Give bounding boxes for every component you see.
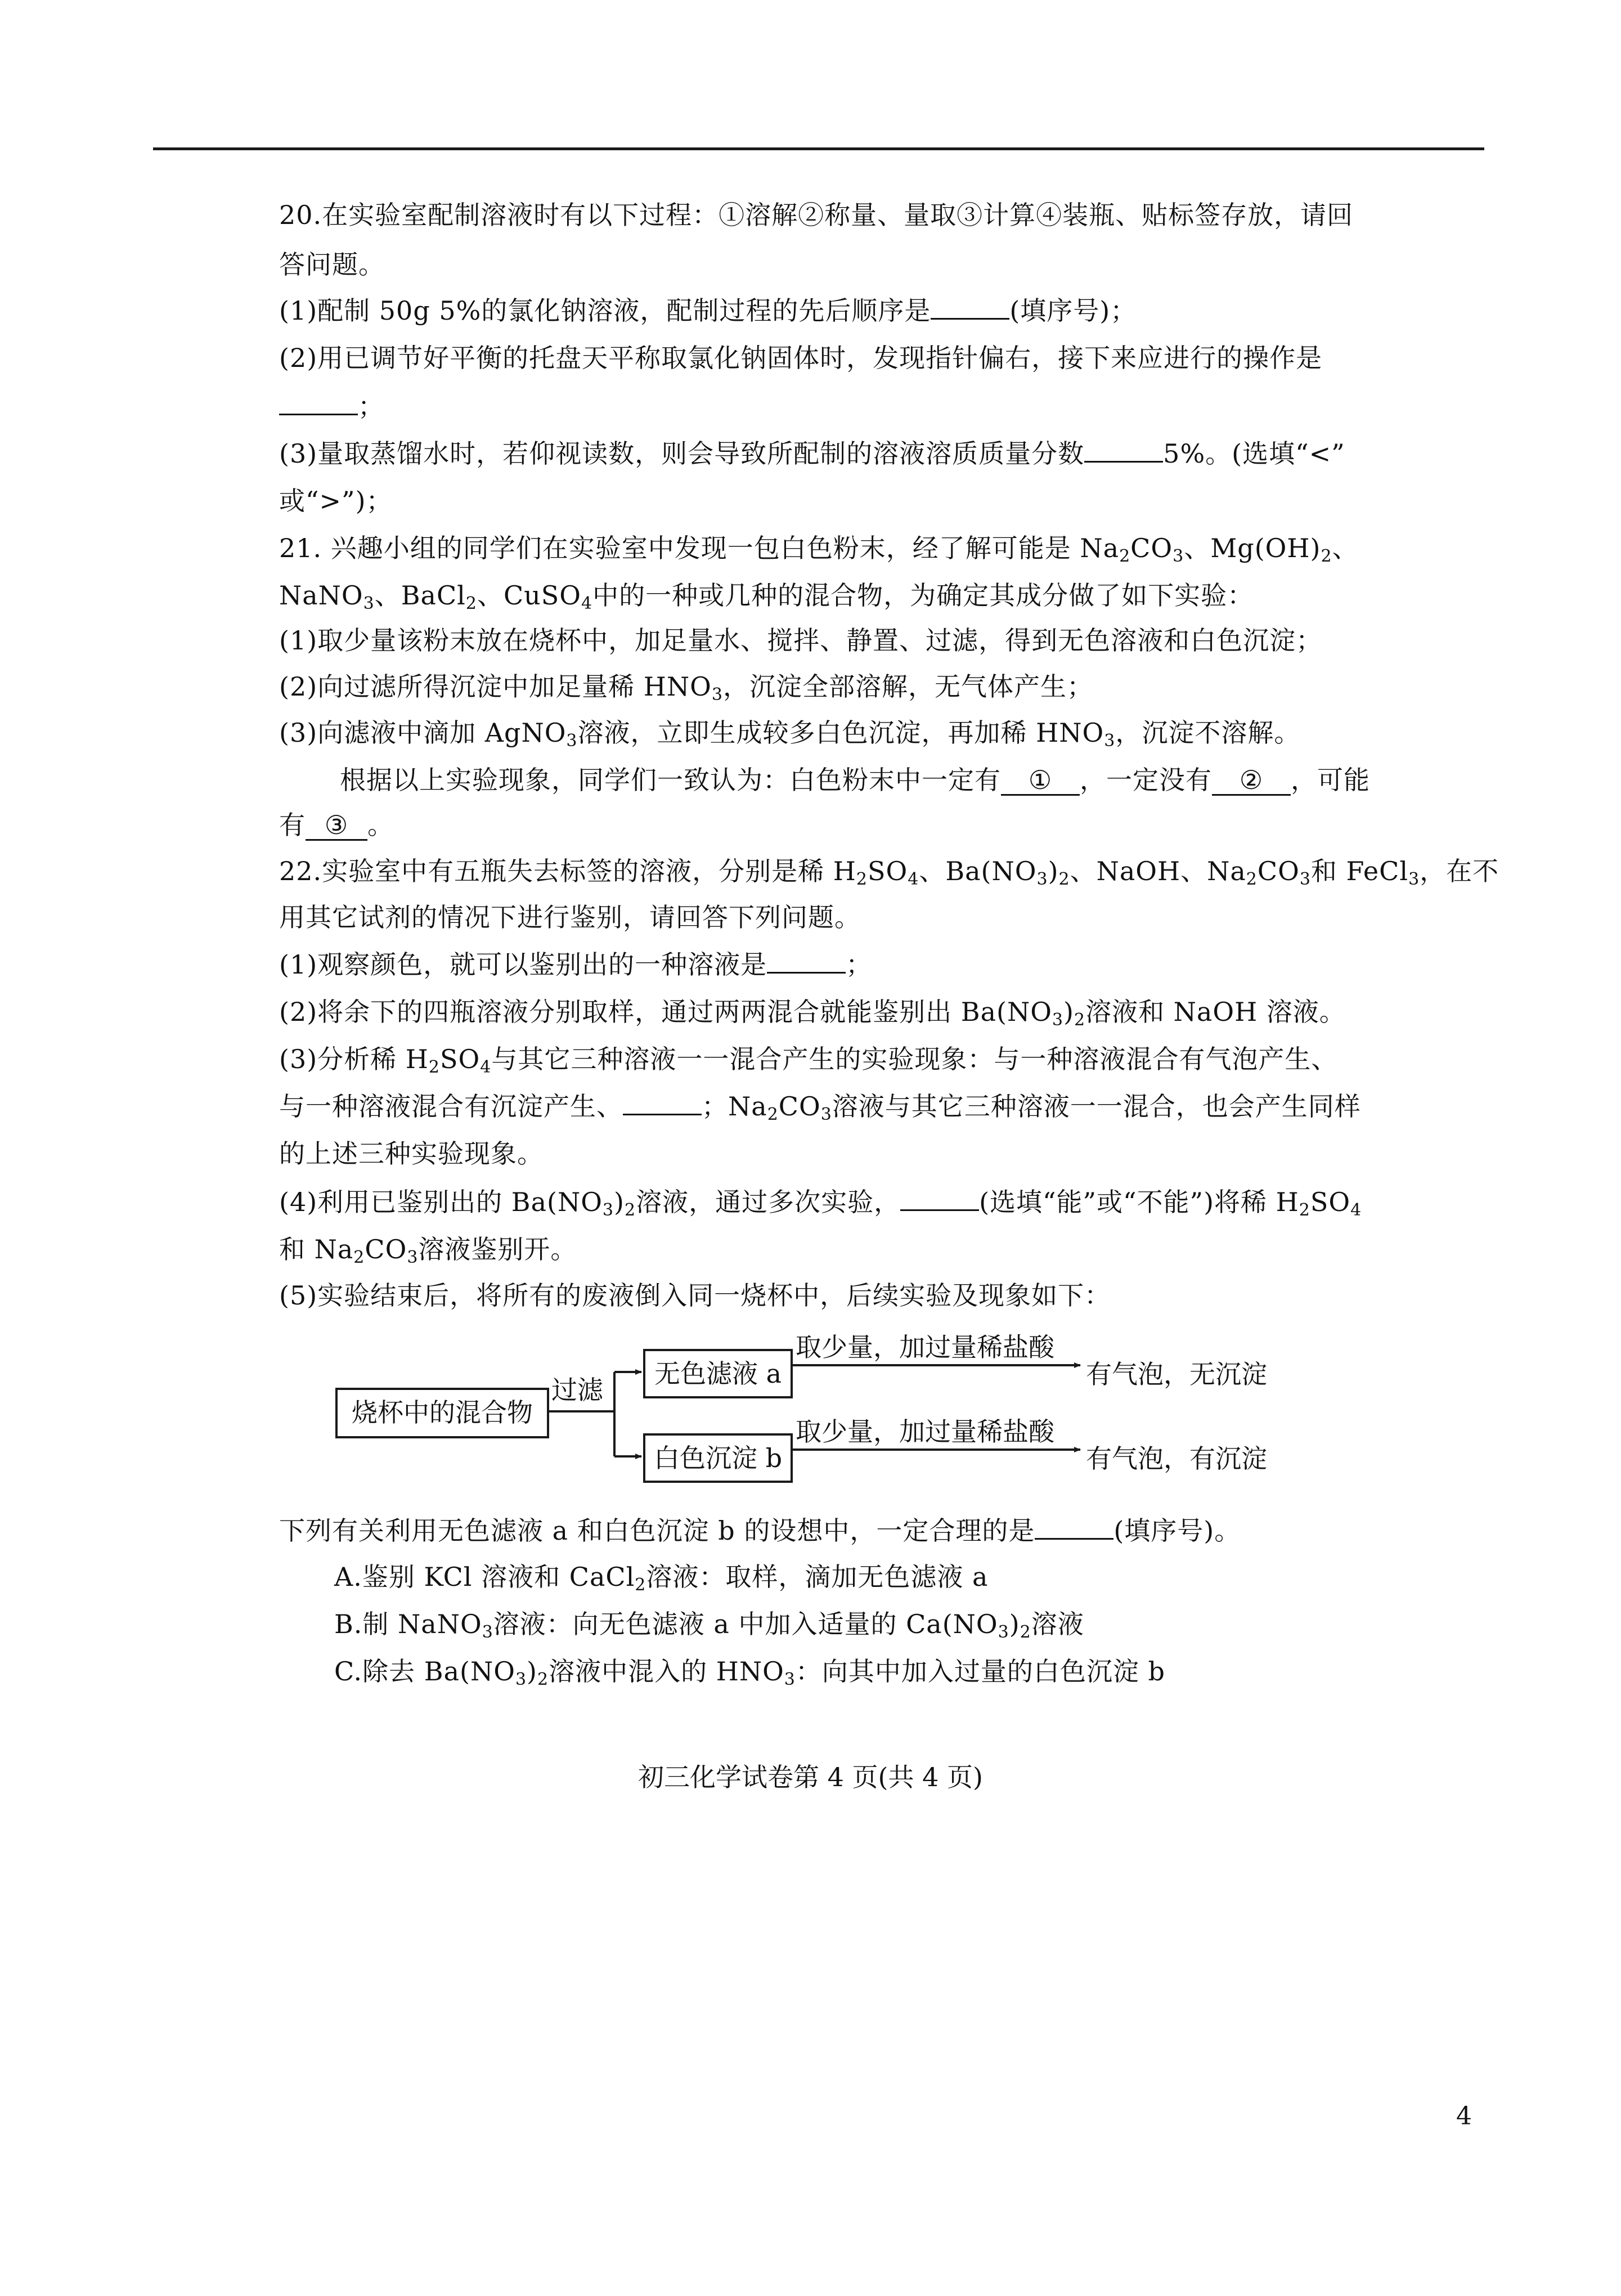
option-c: C.除去 $Ba(NO_3)_2$溶液中混入的 $HNO_3$：向其中加入过量的白色沉淀 b [334, 1656, 1165, 1689]
q20-line-2: 答问题。 [279, 249, 385, 280]
answer-blank-1[interactable]: ① [1001, 766, 1080, 796]
q21-line-6: 根据以上实验现象，同学们一致认为：白色粉末中一定有 ① ，一定没有 ② ，可能 [340, 765, 1370, 795]
q22-line-6: 与一种溶液混合有沉淀产生、 ；$Na_2CO_3$溶液与其它三种溶液一一混合，也会产生同样 [279, 1091, 1361, 1124]
q20-line-3: (1)配制 50g 5%的氯化钠溶液，配制过程的先后顺序是 (填序号)； [279, 295, 1137, 326]
flow-start-box: 烧杯中的混合物 [335, 1388, 549, 1438]
q21-line-5: (3)向滤液中滴加 AgNO$_3$溶液，立即生成较多白色沉淀，再加稀 $HNO_3$，沉淀不溶解。 [279, 718, 1301, 751]
answer-blank[interactable] [1035, 1538, 1113, 1540]
answer-blank-2[interactable]: ② [1212, 766, 1291, 796]
q22-line-3: (1)观察颜色，就可以鉴别出的一种溶液是 ； [279, 949, 873, 980]
q21-line-1: 21. 兴趣小组的同学们在实验室中发现一包白色粉末，经了解可能是 $Na_2CO_3$、$Mg(OH)_2$、 [279, 533, 1359, 566]
flow-filtrate-box: 无色滤液 a [643, 1349, 793, 1398]
q20-line-1: 20.在实验室配制溶液时有以下过程：①溶解②称量、量取③计算④装瓶、贴标签存放，请回 [279, 200, 1354, 230]
q22-line-7: 的上述三种实验现象。 [279, 1138, 544, 1169]
q20-line-4: (2)用已调节好平衡的托盘天平称取氯化钠固体时，发现指针偏右，接下来应进行的操作是 [279, 343, 1323, 373]
flow-filter-label: 过滤 [551, 1375, 603, 1405]
flow-result-top: 有气泡，无沉淀 [1086, 1359, 1267, 1389]
q22-tail-line-1: 下列有关利用无色滤液 a 和白色沉淀 b 的设想中，一定合理的是 (填序号)。 [279, 1515, 1241, 1546]
q21-line-7: 有 ③ 。 [279, 810, 394, 840]
flow-result-bottom: 有气泡，有沉淀 [1086, 1443, 1267, 1474]
flow-op-top: 取少量，加过量稀盐酸 [796, 1332, 1054, 1362]
q22-line-8: (4)利用已鉴别出的 $Ba(NO_3)_2$溶液，通过多次实验， (选填“能”或“不能”)将稀 $H_2SO_4$ [279, 1187, 1362, 1220]
q22-line-5: (3)分析稀 $H_2SO_4$与其它三种溶液一一混合产生的实验现象：与一种溶液混合有气泡产生、 [279, 1044, 1338, 1077]
page-number: 4 [1456, 2102, 1472, 2131]
q22-line-10: (5)实验结束后，将所有的废液倒入同一烧杯中，后续实验及现象如下： [279, 1280, 1111, 1311]
q22-line-1: 22.实验室中有五瓶失去标签的溶液，分别是稀 $H_2SO_4$、$Ba(NO_3)_2$、NaOH、$Na_2CO_3$和 FeCl$_3$，在不 [279, 856, 1499, 889]
q21-line-2: NaNO$_3$、BaCl$_2$、CuSO$_4$中的一种或几种的混合物，为确定其成分做了如下实验： [279, 580, 1254, 613]
page-footer: 初三化学试卷第 4 页(共 4 页) [638, 1762, 983, 1792]
flow-op-bottom: 取少量，加过量稀盐酸 [796, 1416, 1054, 1447]
q20-line-5: ； [279, 389, 384, 423]
option-a: A.鉴别 KCl 溶液和 CaCl$_2$溶液：取样，滴加无色滤液 a [334, 1562, 989, 1595]
q21-line-4: (2)向过滤所得沉淀中加足量稀 $HNO_3$，沉淀全部溶解，无气体产生； [279, 671, 1093, 705]
q22-line-2: 用其它试剂的情况下进行鉴别，请回答下列问题。 [279, 902, 861, 932]
q20-line-6: (3)量取蒸馏水时，若仰视读数，则会导致所配制的溶液溶质质量分数 5%。(选填“<” [279, 438, 1345, 469]
q22-line-4: (2)将余下的四瓶溶液分别取样，通过两两混合就能鉴别出 $Ba(NO_3)_2$溶液和 NaOH 溶液。 [279, 997, 1346, 1030]
q21-line-3: (1)取少量该粉末放在烧杯中，加足量水、搅拌、静置、过滤，得到无色溶液和白色沉淀； [279, 625, 1323, 656]
answer-blank-3[interactable]: ③ [306, 811, 367, 841]
q22-line-9: 和 $Na_2CO_3$溶液鉴别开。 [279, 1234, 577, 1267]
flow-precipitate-box: 白色沉淀 b [643, 1433, 793, 1483]
option-b: B.制 NaNO$_3$溶液：向无色滤液 a 中加入适量的 $Ca(NO_3)_2$溶液 [334, 1609, 1084, 1642]
q20-line-7: 或“>”)； [279, 486, 393, 516]
